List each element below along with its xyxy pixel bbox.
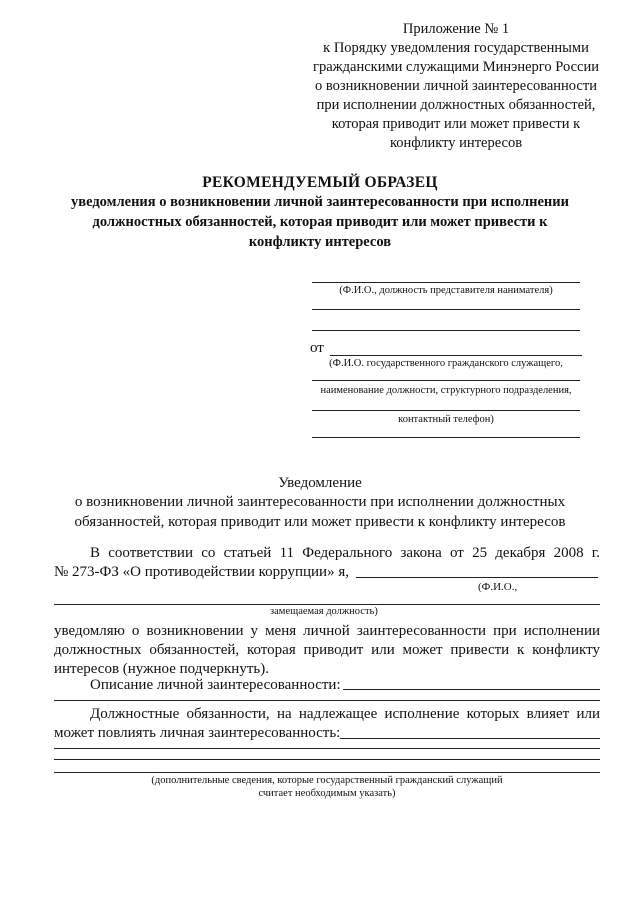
para1-line2: № 273-ФЗ «О противодействии коррупции» я, — [54, 564, 349, 580]
para1-line1: В соответствии со статьей 11 Федерального закона от 25 декабря 2008 г. — [90, 545, 600, 561]
appendix-line: к Порядку уведомления государственными — [323, 40, 589, 56]
additional-caption-line2: считает необходимым указать) — [258, 788, 396, 799]
phone-caption: контактный телефон) — [398, 414, 494, 425]
notification-subtitle — [40, 492, 600, 532]
employer-field-line[interactable] — [312, 282, 580, 283]
notify-line2: должностных обязанностей, которая приводит или может привести к конфликту — [54, 642, 600, 658]
description-label: Описание личной заинтересованности: — [90, 677, 341, 693]
notification-subtitle-line: обязанностей, которая приводит или может привести к конфликту интересов — [74, 514, 566, 530]
duties-line2: может повлиять личная заинтересованность: — [54, 725, 341, 741]
fio-field-line[interactable] — [356, 577, 598, 578]
additional-caption-line1: (дополнительные сведения, которые государственный гражданский служащий — [151, 775, 503, 786]
sample-subtitle-line: должностных обязанностей, которая приводит или может привести к — [92, 214, 548, 230]
notify-line1: уведомляю о возникновении у меня личной заинтересованности при исполнении — [54, 623, 600, 639]
duties-field-line[interactable] — [340, 738, 600, 739]
appendix-line: которая приводит или может привести к — [331, 116, 581, 132]
sample-subtitle — [70, 192, 570, 252]
employee-field-line-2[interactable] — [312, 380, 580, 381]
notification-title: Уведомление — [278, 475, 362, 491]
appendix-line: при исполнении должностных обязанностей, — [316, 97, 596, 113]
duties-field-line-2[interactable] — [54, 748, 600, 749]
position-caption: наименование должности, структурного подразделения, — [320, 385, 572, 396]
appendix-line: гражданскими служащими Минэнерго России — [313, 59, 599, 75]
sample-subtitle-line: конфликту интересов — [248, 234, 392, 250]
fio-caption: (Ф.И.О., — [478, 581, 518, 593]
employer-field-line-3[interactable] — [312, 330, 580, 331]
position-field-line[interactable] — [312, 410, 580, 411]
appendix-line: конфликту интересов — [389, 135, 523, 151]
notification-subtitle-line: о возникновении личной заинтересованности при исполнении должностных — [74, 494, 566, 510]
position-fill-caption: замещаемая должность) — [270, 606, 378, 617]
duties-line1: Должностные обязанности, на надлежащее исполнение которых влияет или — [90, 706, 600, 722]
phone-field-line[interactable] — [312, 437, 580, 438]
sample-title: РЕКОМЕНДУЕМЫЙ ОБРАЗЕЦ — [202, 174, 438, 191]
notify-line3: интересов (нужное подчеркнуть). — [54, 661, 269, 677]
appendix-line: о возникновении личной заинтересованности — [315, 78, 597, 94]
appendix-header — [300, 20, 612, 153]
employer-caption: (Ф.И.О., должность представителя нанимателя) — [339, 285, 553, 296]
appendix-line: Приложение № 1 — [402, 21, 510, 37]
employer-field-line-2[interactable] — [312, 309, 580, 310]
duties-field-line-3[interactable] — [54, 759, 600, 760]
employee-field-line[interactable] — [330, 355, 582, 356]
position-fill-line[interactable] — [54, 604, 600, 605]
description-field-line[interactable] — [343, 689, 600, 690]
employee-caption: (Ф.И.О. государственного гражданского служащего, — [329, 358, 563, 369]
sample-subtitle-line: уведомления о возникновении личной заинтересованности при исполнении — [71, 194, 569, 210]
from-label: от — [310, 340, 324, 356]
description-field-line-2[interactable] — [54, 700, 600, 701]
additional-field-line[interactable] — [54, 772, 600, 773]
